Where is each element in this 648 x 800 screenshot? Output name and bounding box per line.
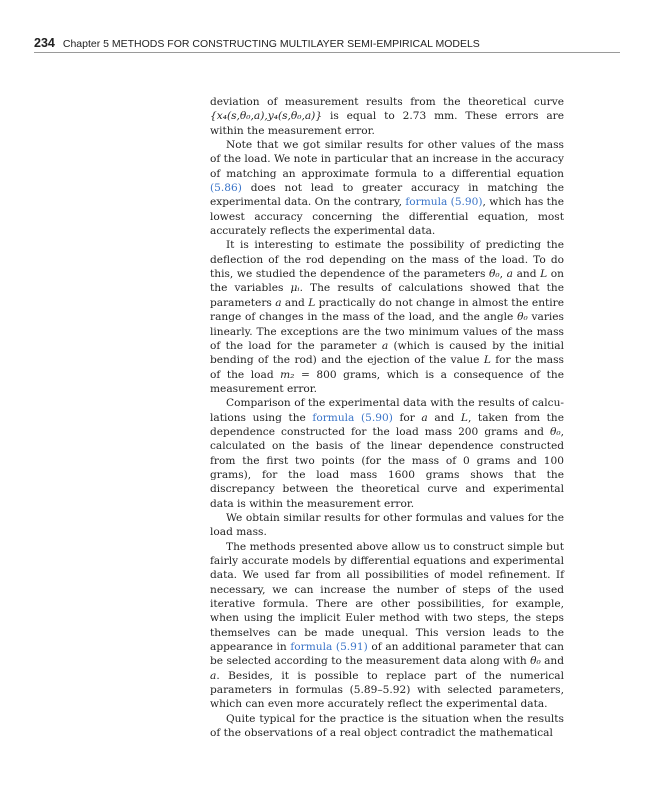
math-expression: {x₄(s,θ₀,a),y₄(s,θ₀,a)} [210,110,323,123]
page-number: 234 [34,36,55,50]
text-run: of an additional parameter that can be selected according to the measurement data along with [210,641,564,668]
page-body [210,95,564,740]
math-symbol: L [540,268,548,281]
math-symbol: θ₀ [550,425,561,438]
equation-link-5-86[interactable]: (5.86) [210,182,242,195]
math-symbol: a [421,411,428,424]
math-symbol: θ₀ [517,311,528,324]
math-symbol: L [308,296,316,309]
text-run: The methods presented above allow us to construct simple but fairly accurate models by differential equations and experimental data. We used far from all possibilities of model refinement. If necessary, we can increase the number of steps of the used iterative formula. There are other possibilities, for example, when using the implicit Euler method with two steps, the steps themselves can be made unequal. This version leads to the appearance in [210,540,564,654]
text-run: varies linearly. The exceptions are the two minimum values of the mass of the load for the parameter [210,311,564,352]
text-run: and [427,411,461,424]
text-run: on the variables [210,268,564,295]
formula-link-5-90[interactable]: formula (5.90) [405,196,483,209]
formula-link-5-91[interactable]: formula (5.91) [290,641,368,654]
math-symbol: θ₀ [530,655,541,668]
math-symbol: a [275,296,282,309]
running-title: Chapter 5 METHODS FOR CONSTRUCTING MULTILAYER SEMI-EMPIRICAL MODELS [62,38,480,50]
text-run: Note that we got similar results for other values of the mass of the load. We note in particular that an increase in the accuracy of matching an approximate formula to a differential equation [210,139,565,180]
text-run: (which is caused by the initial bending of the rod) and the ejection of the value [210,339,564,367]
header-rule [34,52,620,53]
text-run: deviation of measurement results from the theoretical curve [210,96,564,108]
running-header [34,36,620,50]
text-run: practically do not change in almost the entire range of changes in the mass of the load, and the angle [210,296,565,324]
text-run: does not lead to greater accuracy in matching the experimental data. On the contrary, [210,182,564,209]
math-symbol: a [210,669,217,682]
paragraph-5: We obtain similar results for other formulas and values for the load mass. [210,511,564,539]
text-run: It is interesting to estimate the possibility of predicting the deflection of the rod depending on the mass of the load. To do this, we studied the dependence of the parameters [210,239,564,281]
math-symbol: a [506,268,513,281]
math-symbol: L [460,411,468,424]
text-run: for [392,411,422,424]
paragraph-1 [210,95,564,138]
paragraph-6 [210,540,564,712]
math-symbol: a [381,339,389,352]
text-run: = 800 grams, which is a consequence of the measurement error. [210,368,564,395]
paragraph-2 [210,138,564,238]
paragraph-7: Quite typical for the practice is the situation when the results of the observations of a real object contradict the mathematical [210,712,564,740]
text-run: and [540,655,564,668]
formula-link-5-90-b[interactable]: formula (5.90) [312,411,393,424]
math-symbol: m₂ [280,368,295,381]
text-run: . Besides, it is possible to replace part of the numerical parameters in formulas (5.89–5.92) with selected parameters, which can even more accurately reflect the experimental data. [210,669,564,711]
text-run: , [499,268,507,281]
text-run: , which has the lowest accuracy concerning the differential equation, most accurately reflects the experimental data. [210,196,564,238]
text-run: , calculated on the basis of the linear dependence constructed from the first two points (for the mass of 0 grams and 100 grams), for the load mass 1600 grams shows that the discrepancy between the theoretical curve and experimental data is within the measurement error. [210,425,564,510]
paragraph-4 [210,396,564,511]
text-run: is equal to 2.73 mm. These errors are within the measurement error. [210,110,564,137]
math-symbol: μᵢ [290,282,300,295]
math-symbol: L [483,354,491,367]
text-run: for the mass of the load [210,354,564,381]
text-run: . The results of calculations showed that the parameters [210,282,564,309]
math-symbol: θ₀ [489,268,500,281]
text-run: , taken from the dependence constructed for the load mass 200 grams and [210,411,564,438]
text-run: Comparison of the experimental data with the results of calculations using the [210,397,564,424]
text-run: and [281,296,309,309]
paragraph-3 [210,238,564,396]
text-run: and [512,268,541,281]
